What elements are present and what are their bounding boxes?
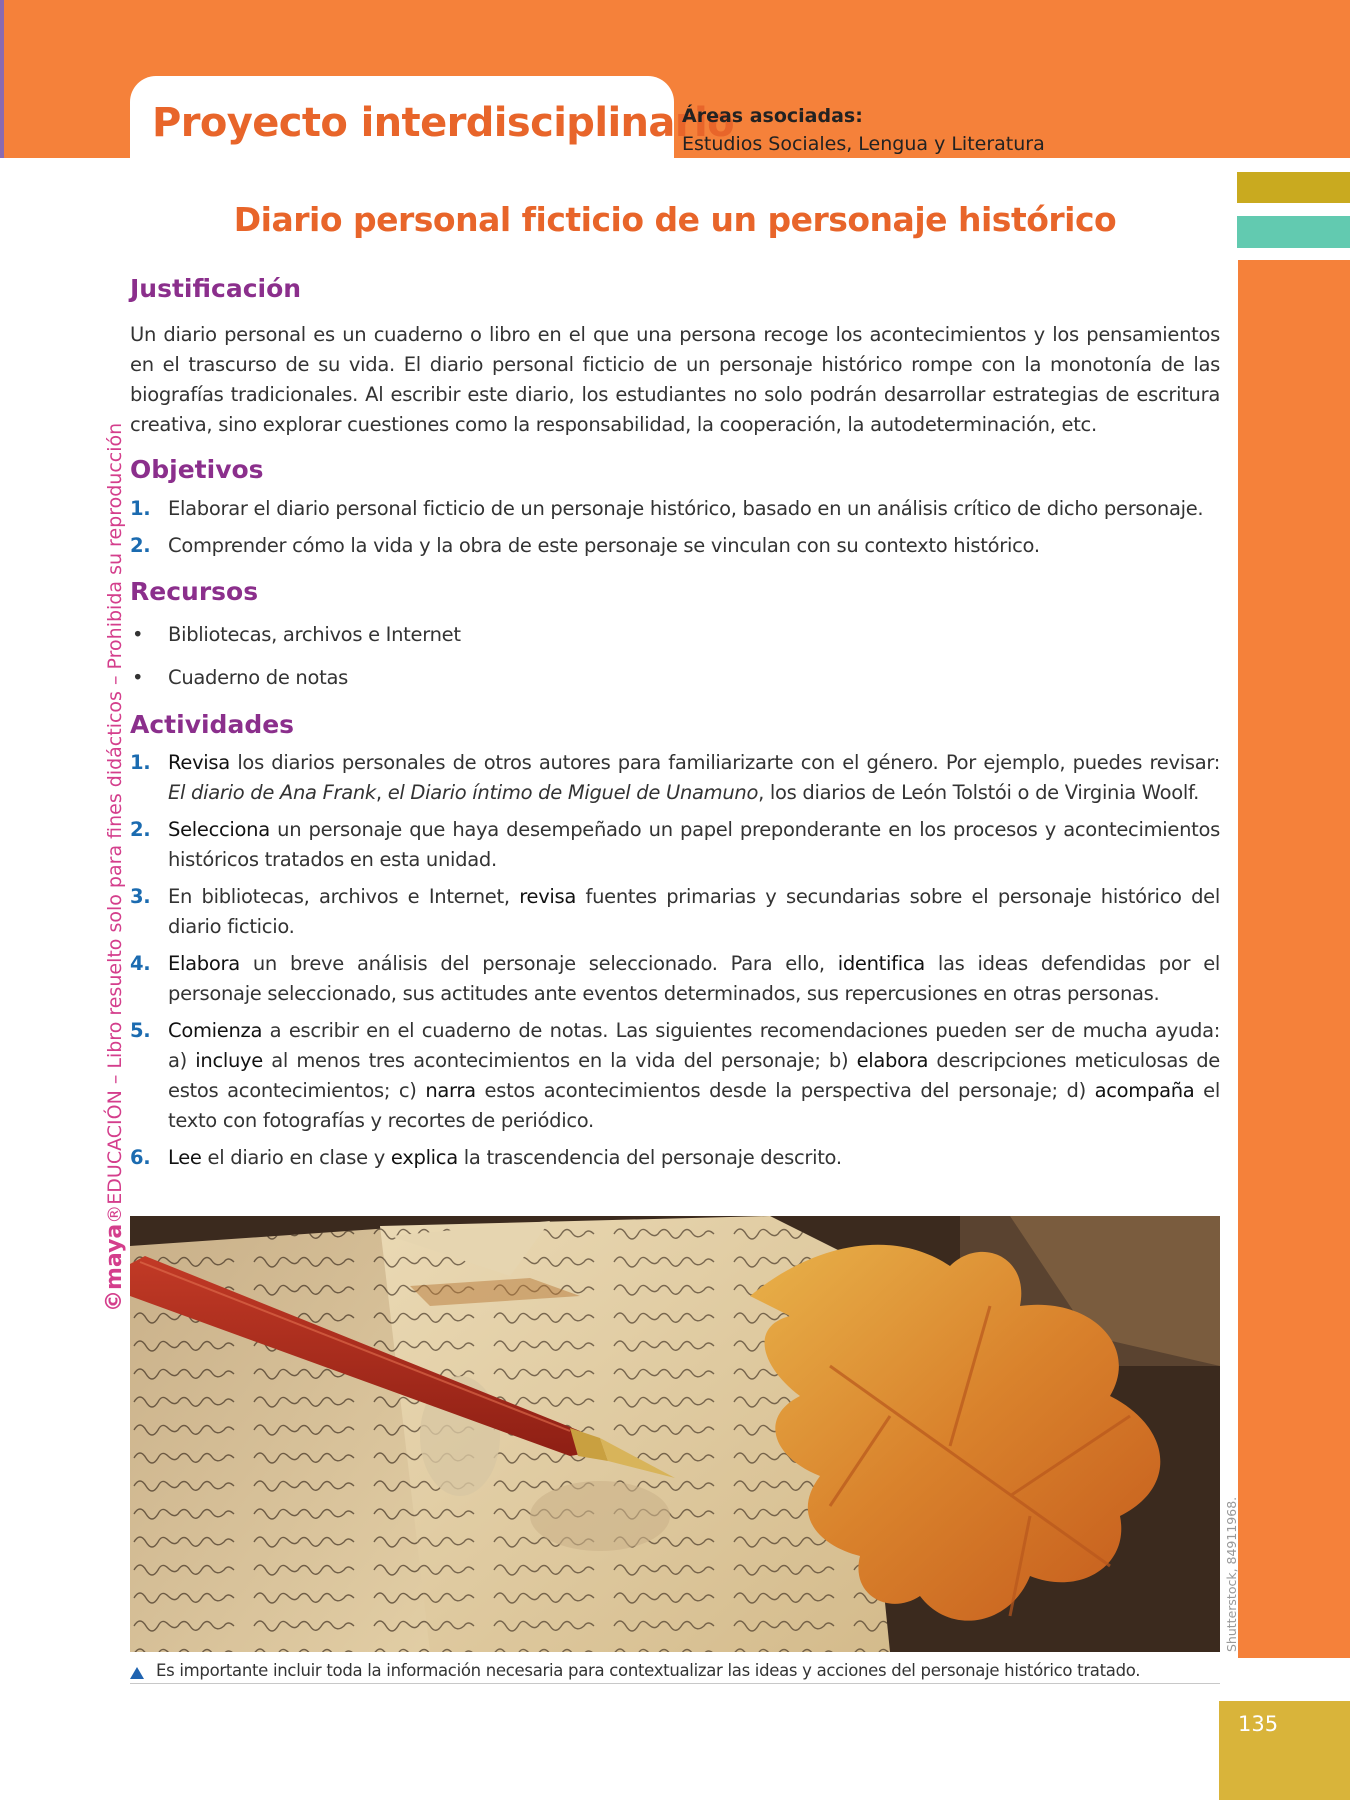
justificacion-text: Un diario personal es un cuaderno o libro en el que una persona recoge los acontecimientos y los pensamientos en el trascurso de su vida. El diario personal ficticio de un personaje histórico rompe con la monotonía de las biografías tradicionales. Al escribir este diario, los estudiantes no solo podrán desarrollar estrategias de escritura creativa, sino explorar cuestiones como la responsabilidad, la cooperación, la autodeterminación, etc. [130,323,1220,436]
diary-photo [130,1216,1220,1652]
action-verb: Lee [168,1146,202,1169]
item-text: el diario en clase y [201,1146,391,1169]
list-item [130,531,1220,561]
list-item [130,949,1220,1009]
action-verb: revisa [519,885,577,908]
item-number: 1. [130,751,151,774]
action-verb: Selecciona [168,818,270,841]
copyright-sidebar-note [102,423,127,1312]
right-orange-band [1238,260,1350,1658]
bullet: • [132,666,144,689]
recursos-list [130,620,1220,693]
list-item [130,882,1220,942]
item-number: 6. [130,1146,151,1169]
item-number: 4. [130,952,151,975]
project-title: Proyecto interdisciplinario [152,100,734,146]
item-text: a escribir en el cuaderno de notas. Las siguientes recomendaciones pueden ser de mucha ayuda: a) [168,1019,1220,1072]
action-verb: incluye [195,1049,263,1072]
mint-strip [1237,216,1350,248]
item-text: Cuaderno de notas [168,666,348,689]
item-text: un breve análisis del personaje seleccionado. Para ello, [239,952,838,975]
book-title: El diario de Ana Frank [168,781,376,804]
page-number: 135 [1238,1712,1279,1736]
item-text: Comprender cómo la vida y la obra de este personaje se vinculan con su contexto histórico. [168,534,1040,557]
item-text: el texto con fotografías y recortes de periódico. [168,1079,1220,1132]
recursos-heading: Recursos [130,577,259,606]
bullet: • [132,623,144,646]
action-verb: identifica [837,952,925,975]
item-text: Bibliotecas, archivos e Internet [168,623,461,646]
list-item [130,815,1220,875]
item-text: , los diarios de León Tolstói o de Virginia Woolf. [758,781,1200,804]
action-verb: Elabora [168,952,240,975]
action-verb: Revisa [168,751,230,774]
list-item [130,748,1220,808]
document-title: Diario personal ficticio de un personaje histórico [233,200,1117,239]
caption-triangle-icon [130,1667,144,1679]
photo-credit: Shutterstock, 84911968. [1224,1496,1239,1652]
caption-rule [130,1683,1220,1684]
justificacion-heading: Justificación [130,274,302,303]
item-text: la trascendencia del personaje descrito. [457,1146,842,1169]
item-text: los diarios personales de otros autores para familiarizarte con el género. Por ejemplo, puedes revisar: [229,751,1220,774]
objetivos-heading: Objetivos [130,455,264,484]
actividades-heading: Actividades [130,710,295,739]
action-verb: Comienza [168,1019,263,1042]
item-text: un personaje que haya desempeñado un papel preponderante en los procesos y acontecimientos históricos tratados en esta unidad. [168,818,1220,871]
item-text: al menos tres acontecimientos en la vida del personaje; b) [262,1049,857,1072]
book-title: el Diario íntimo de Miguel de Unamuno [387,781,759,804]
action-verb: explica [390,1146,458,1169]
action-verb: acompaña [1094,1079,1195,1102]
copyright-text: ®EDUCACIÓN – Libro resuelto solo para fines didácticos – Prohibida su reproducción [104,422,126,1224]
item-number: 1. [130,497,151,520]
item-text: fuentes primarias y secundarias sobre el personaje histórico del diario ficticio. [168,885,1220,938]
list-item [130,494,1220,524]
item-text: Elaborar el diario personal ficticio de un personaje histórico, basado en un análisis crítico de dicho personaje. [168,497,1204,520]
item-text: descripciones meticulosas de estos acontecimientos; c) [168,1049,1220,1102]
list-item [130,1143,1220,1173]
header-left-line [0,0,4,158]
item-number: 5. [130,1019,151,1042]
item-number: 3. [130,885,151,908]
objetivos-list [130,494,1220,561]
item-text: estos acontecimientos desde la perspectiva del personaje; d) [475,1079,1095,1102]
actividades-list [130,748,1220,1180]
item-text: las ideas defendidas por el personaje seleccionado, sus actitudes ante eventos determinados, sus repercusiones en otras personas. [168,952,1221,1005]
diary-photo-illustration [130,1216,1220,1652]
areas-label: Áreas asociadas: [682,105,863,127]
list-item [130,620,1220,650]
item-text: En bibliotecas, archivos e Internet, [168,885,520,908]
list-item [130,663,1220,693]
publisher-logo-text: ©maya [102,1223,127,1312]
list-item [130,1016,1220,1136]
action-verb: elabora [856,1049,929,1072]
item-number: 2. [130,534,151,557]
item-text: , [375,781,388,804]
action-verb: narra [425,1079,476,1102]
item-number: 2. [130,818,151,841]
areas-value: Estudios Sociales, Lengua y Literatura [682,133,1045,155]
gold-strip [1237,172,1350,203]
photo-caption: Es importante incluir toda la información necesaria para contextualizar las ideas y acciones del personaje histórico tratado. [156,1661,1141,1680]
